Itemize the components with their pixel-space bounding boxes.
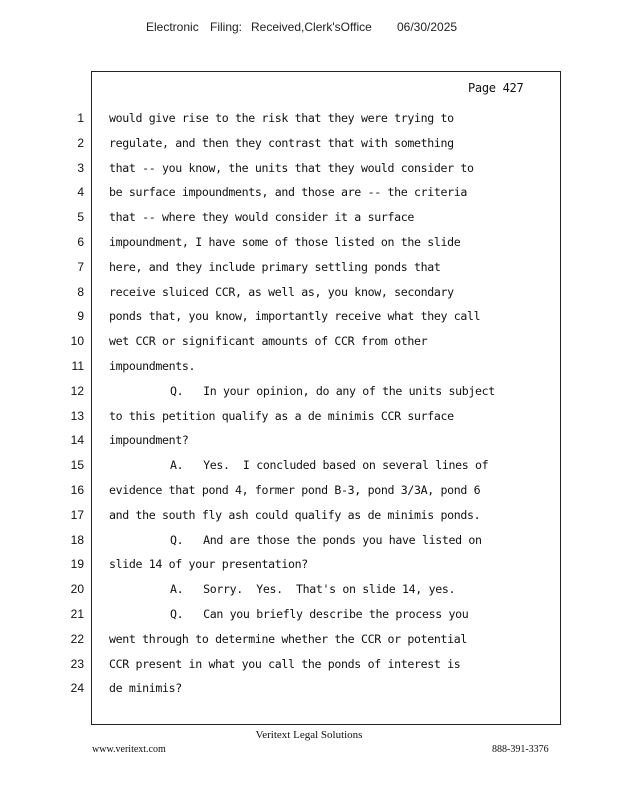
line-number: 3 — [77, 160, 84, 175]
transcript-line — [0, 185, 618, 209]
line-text: Q. In your opinion, do any of the units subject — [170, 383, 495, 398]
line-number: 23 — [70, 656, 84, 671]
transcript-line — [0, 136, 618, 160]
transcript-line — [0, 210, 618, 234]
line-number: 5 — [77, 210, 84, 225]
line-number: 15 — [70, 458, 84, 473]
transcript-line — [0, 359, 618, 383]
line-number: 6 — [77, 235, 84, 249]
transcript-line — [0, 582, 618, 606]
line-text: would give rise to the risk that they were trying to — [109, 111, 454, 125]
line-number: 24 — [70, 681, 84, 696]
line-text: be surface impoundments, and those are -- the criteria — [109, 185, 468, 200]
line-number: 21 — [70, 607, 84, 621]
transcript-line — [0, 260, 618, 284]
line-text: and the south fly ash could qualify as de minimis ponds. — [109, 507, 481, 522]
transcript-line — [0, 681, 618, 705]
line-number: 4 — [77, 185, 84, 200]
line-text: regulate, and then they contrast that with something — [109, 135, 454, 150]
header-filing: Filing: — [210, 20, 243, 34]
line-text: that -- you know, the units that they would consider to — [109, 160, 474, 175]
transcript-line — [0, 533, 618, 557]
header-electronic: Electronic — [146, 20, 199, 34]
line-text: to this petition qualify as a de minimis CCR surface — [109, 408, 454, 423]
line-number: 8 — [77, 284, 84, 299]
header-received: Received,Clerk'sOffice — [251, 20, 372, 34]
transcript-line — [0, 235, 618, 259]
transcript-line — [0, 334, 618, 358]
transcript-line — [0, 557, 618, 581]
line-text: impoundment, I have some of those listed on the slide — [109, 235, 461, 249]
line-number: 7 — [77, 259, 84, 274]
transcript-line — [0, 384, 618, 408]
header-date: 06/30/2025 — [397, 20, 458, 34]
transcript-line — [0, 483, 618, 507]
line-text: slide 14 of your presentation? — [109, 557, 308, 572]
line-number: 16 — [70, 483, 84, 497]
transcript-line — [0, 433, 618, 457]
line-number: 22 — [70, 631, 84, 646]
footer-company: Veritext Legal Solutions — [255, 729, 363, 741]
transcript-line — [0, 309, 618, 333]
line-text: Q. Can you briefly describe the process you — [170, 607, 469, 621]
transcript-line — [0, 632, 618, 656]
footer-phone: 888-391-3376 — [492, 744, 549, 755]
line-number: 17 — [70, 507, 84, 522]
transcript-line — [0, 285, 618, 309]
line-number: 10 — [70, 334, 84, 349]
line-text: A. Sorry. Yes. That's on slide 14, yes. — [170, 582, 456, 597]
line-text: went through to determine whether the CCR or potential — [109, 631, 468, 646]
line-number: 13 — [70, 408, 84, 423]
line-text: evidence that pond 4, former pond B-3, pond 3/3A, pond 6 — [109, 483, 481, 497]
footer-website: www.veritext.com — [92, 744, 166, 755]
line-number: 11 — [71, 359, 84, 373]
transcript-line — [0, 458, 618, 482]
line-text: here, and they include primary settling ponds that — [109, 259, 441, 274]
line-text: CCR present in what you call the ponds of interest is — [109, 656, 461, 671]
line-number: 19 — [70, 557, 84, 572]
line-text: de minimis? — [109, 681, 182, 696]
line-number: 12 — [70, 383, 84, 398]
line-number: 9 — [77, 309, 84, 324]
line-text: wet CCR or significant amounts of CCR from other — [109, 334, 428, 349]
transcript-line — [0, 409, 618, 433]
transcript-line — [0, 508, 618, 532]
filing-header — [0, 20, 618, 38]
line-text: impoundments. — [109, 359, 196, 373]
line-text: that -- where they would consider it a surface — [109, 210, 414, 225]
transcript-line — [0, 161, 618, 185]
transcript-line — [0, 111, 618, 135]
line-text: ponds that, you know, importantly receive what they call — [109, 309, 481, 324]
line-text: Q. And are those the ponds you have listed on — [170, 532, 482, 547]
line-number: 1 — [77, 111, 84, 125]
line-number: 20 — [70, 582, 84, 597]
transcript-line — [0, 607, 618, 631]
line-text: impoundment? — [109, 433, 189, 448]
page-number: Page 427 — [468, 81, 524, 95]
line-text: receive sluiced CCR, as well as, you know, secondary — [109, 284, 454, 299]
line-text: A. Yes. I concluded based on several lines of — [170, 458, 489, 473]
line-number: 2 — [77, 135, 84, 150]
line-number: 14 — [70, 433, 84, 448]
line-number: 18 — [70, 532, 84, 547]
transcript-line — [0, 657, 618, 681]
